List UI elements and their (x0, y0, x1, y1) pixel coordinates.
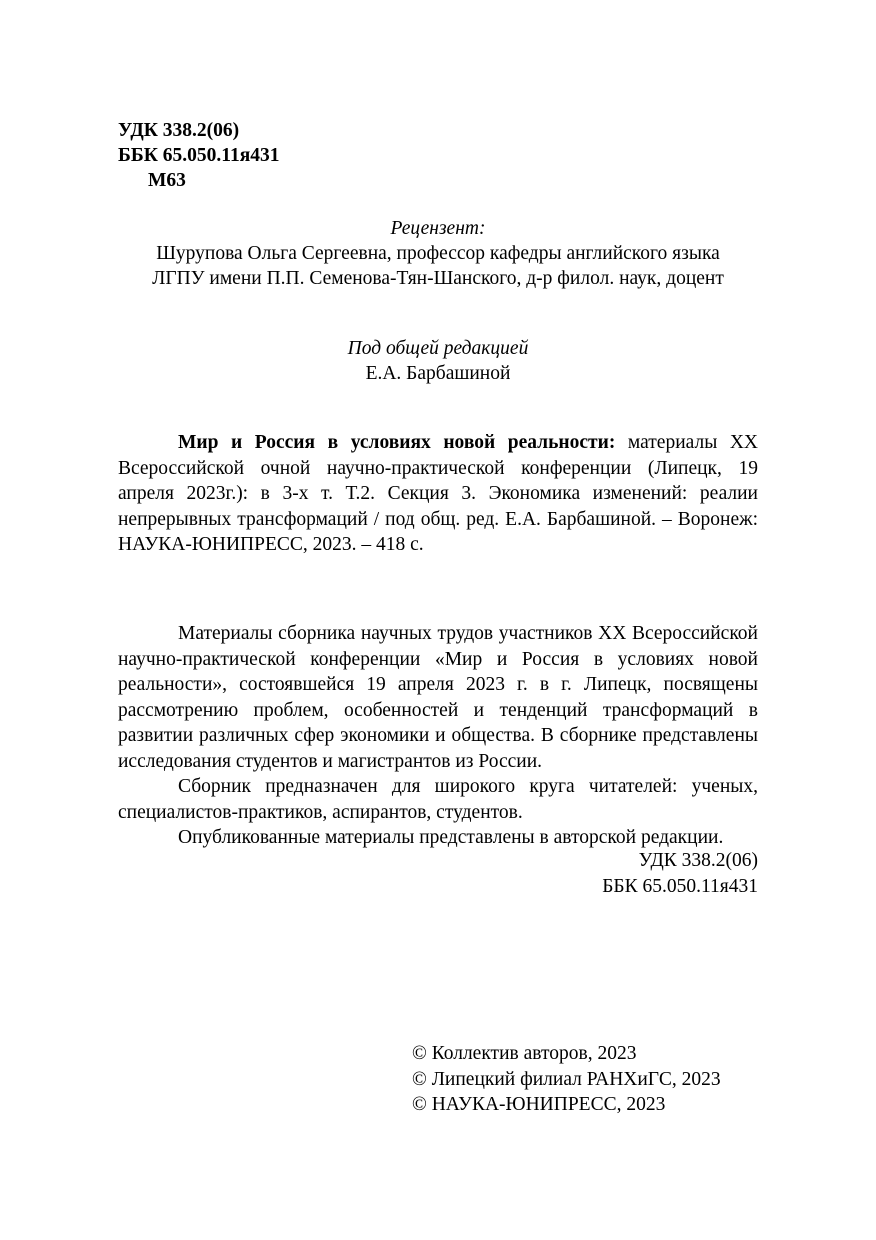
copyright-line: © НАУКА-ЮНИПРЕСС, 2023 (412, 1094, 666, 1115)
footer-codes (118, 848, 758, 899)
copyright-block (412, 1041, 721, 1118)
abstract-block (118, 621, 758, 851)
editor-label: Под общей редакцией (347, 338, 529, 359)
reviewer-label: Рецензент: (390, 218, 486, 239)
reviewer-block (118, 216, 758, 291)
abstract-paragraph: Материалы сборника научных трудов участников XX Всероссийской научно-практической конференции «Мир и Россия в условиях новой реальности», состоявшейся 19 апреля 2023 г. в г. Липецк, посвящены рассмотрению проблем, особенностей и тенденций трансформаций в развитии различных сфер экономики и общества. В сборнике представлены исследования студентов и магистрантов из России. (118, 623, 758, 772)
copyright-line: © Липецкий филиал РАНХиГС, 2023 (412, 1068, 721, 1090)
book-title: Мир и Россия в условиях новой реальности: (178, 432, 616, 453)
author-sign: М63 (148, 170, 186, 191)
bibliographic-description (118, 430, 758, 558)
copyright-line: © Коллектив авторов, 2023 (412, 1043, 637, 1064)
bbk-code: ББК 65.050.11я431 (118, 145, 280, 166)
footer-bbk: ББК 65.050.11я431 (602, 875, 758, 897)
reviewer-line-1: Шурупова Ольга Сергеевна, профессор кафедры английского языка (156, 243, 720, 264)
editor-block (118, 336, 758, 386)
reviewer-line-2: ЛГПУ имени П.П. Семенова-Тян-Шанского, д-р филол. наук, доцент (152, 268, 724, 289)
book-description: материалы XX Всероссийской очной научно-практической конференции (Липецк, 19 апреля 2023г.): в 3-х т. Т.2. Секция 3. Экономика изменений: реалии непрерывных трансформаций / под общ. ред. Е.А. Барбашиной. – Воронеж: НАУКА-ЮНИПРЕСС, 2023. – 418 с. (118, 432, 759, 555)
abstract-paragraph: Сборник предназначен для широкого круга читателей: ученых, специалистов-практиков, аспирантов, студентов. (118, 776, 758, 823)
classification-codes (118, 118, 280, 193)
editor-name: Е.А. Барбашиной (365, 363, 511, 384)
footer-udk: УДК 338.2(06) (638, 850, 758, 871)
udk-code: УДК 338.2(06) (118, 120, 240, 141)
abstract-paragraph: Опубликованные материалы представлены в авторской редакции. (178, 827, 724, 848)
